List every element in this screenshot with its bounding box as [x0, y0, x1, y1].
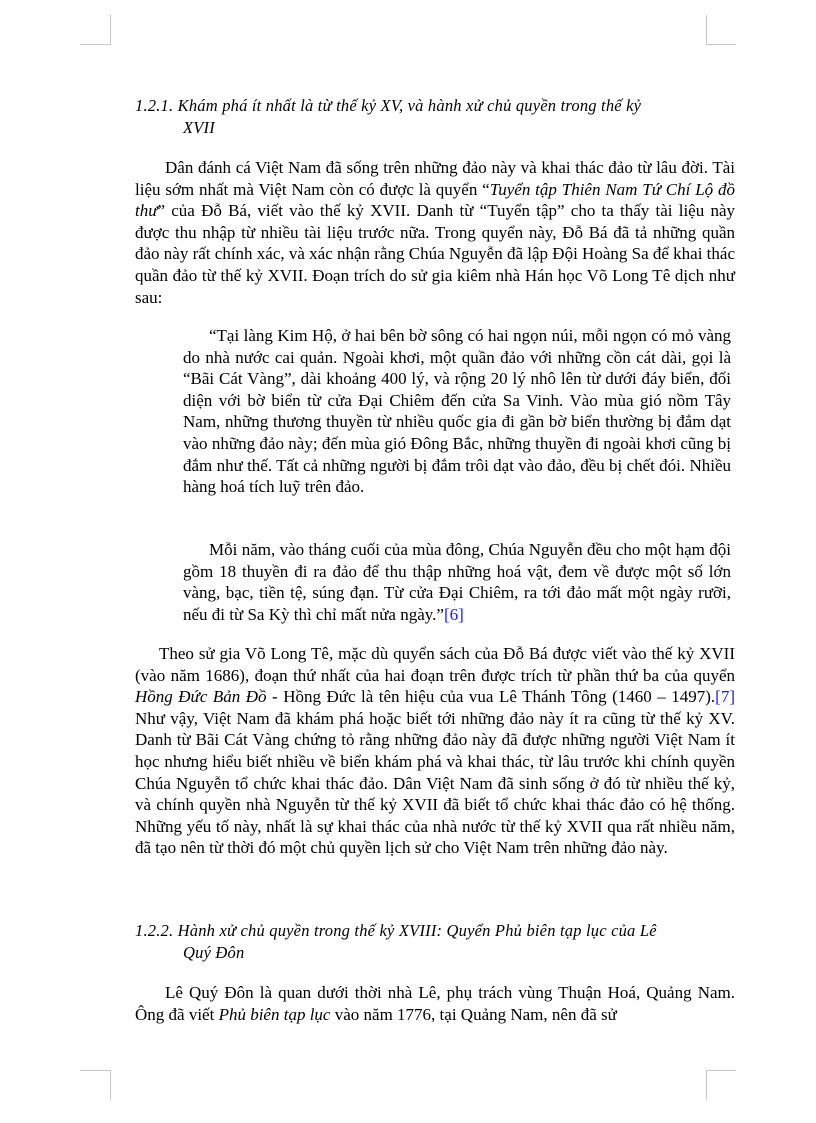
- paragraph-text: Dân đánh cá Việt Nam đã sống trên những đảo này và khai thác đảo từ lâu đời. Tài liệu sớm nhất mà Việt Nam còn có được là quyển “: [135, 158, 735, 199]
- paragraph-text: vào năm 1776, tại Quảng Nam, nên đã sử: [330, 1004, 617, 1024]
- section-title-line2: Quý Đôn: [183, 943, 245, 962]
- crop-mark-bottom-right: [706, 1070, 707, 1100]
- book-title: Phủ biên tạp lục: [218, 1004, 331, 1024]
- section-heading-1-2-2: [135, 920, 735, 964]
- book-title: Hồng Đức Bản Đồ: [135, 687, 267, 707]
- crop-mark-bottom-right: [706, 1070, 736, 1071]
- paragraph-1: [135, 157, 735, 308]
- crop-mark-top-right: [706, 44, 736, 45]
- section-title-line1: Hành xử chủ quyền trong thế kỷ XVIII: Quyển Phủ biên tạp lục của Lê: [177, 921, 657, 940]
- section-number: 1.2.1.: [135, 96, 174, 115]
- paragraph-text: Lê Quý Đôn là quan dưới thời nhà Lê, phụ trách vùng Thuận Hoá, Quảng Nam. Ông đã viết: [135, 983, 735, 1024]
- quote-text: “Tại làng Kim Hộ, ở hai bên bờ sông có hai ngọn núi, mỗi ngọn có mỏ vàng do nhà nước cai quản. Ngoài khơi, một quần đảo với những cồn cát dài, gọi là “Bãi Cát Vàng”, dài khoảng 400 lý, và rộng 20 lý nhô lên từ dưới đáy biển, đối diện với bờ biển từ cửa Đại Chiêm đến cửa Sa Vinh. Vào mùa gió nồm Tây Nam, những thương thuyền từ nhiều quốc gia đi gần bờ biển thường bị đắm dạt vào những đảo này; đến mùa gió Đông Bắc, những thuyền đi ngoài khơi cũng bị đắm như thế. Tất cả những người bị đắm trôi dạt vào đảo, đều bị chết đói. Nhiều hàng hoá tích luỹ trên đảo.: [183, 326, 731, 497]
- crop-mark-bottom-left: [110, 1070, 111, 1100]
- crop-mark-bottom-left: [80, 1070, 110, 1071]
- paragraph-text: Theo sử gia Võ Long Tê, mặc dù quyển sách của Đỗ Bá được viết vào thế kỷ XVII (vào năm 1686), đoạn thứ nhất của hai đoạn trên được trích từ phần thứ ba của quyển: [135, 644, 735, 685]
- footnote-link-7[interactable]: [7]: [715, 687, 735, 707]
- section-number: 1.2.2.: [135, 921, 174, 940]
- crop-mark-top-left: [110, 15, 111, 45]
- quote-paragraph-2: [183, 539, 731, 625]
- section-title-line1: Khám phá ít nhất là từ thế kỷ XV, và hành xử chủ quyền trong thế kỷ: [177, 96, 642, 115]
- book-title: Tuyển tập Thiên Nam Tứ Chí Lộ đồ thư: [135, 179, 735, 221]
- paragraph-text: ” của Đỗ Bá, viết vào thế kỷ XVII. Danh từ “Tuyển tập” cho ta thấy tài liệu này được thu nhập từ nhiều tài liệu trước nữa. Trong quyển này, Đỗ Bá đã tả những quần đảo này rất chính xác, và xác nhận rằng Chúa Nguyễn đã lập Đội Hoàng Sa để khai thác quần đảo từ thế kỷ XVII. Đoạn trích do sử gia kiêm nhà Hán học Võ Long Tê dịch như sau:: [135, 201, 735, 307]
- section-title-line2: XVII: [183, 118, 215, 137]
- crop-mark-top-right: [706, 15, 707, 45]
- paragraph-text: - Hồng Đức là tên hiệu của vua Lê Thánh Tông (1460 – 1497).: [266, 687, 716, 707]
- quote-text: Mỗi năm, vào tháng cuối của mùa đông, Chúa Nguyễn đều cho một hạm đội gồm 18 thuyền đi ra đảo để thu thập những hoá vật, đem về được một số lớn vàng, bạc, tiền tệ, súng đạn. Từ cửa Đại Chiêm, ra tới đảo mất một ngày rưỡi, nếu đi từ Sa Kỳ thì chỉ mất nửa ngày.”: [183, 540, 731, 624]
- paragraph-3: [135, 982, 735, 1025]
- section-heading-1-2-1: [135, 95, 735, 139]
- paragraph-2: [135, 643, 735, 859]
- crop-mark-top-left: [80, 44, 110, 45]
- footnote-link-6[interactable]: [6]: [443, 604, 464, 624]
- quote-paragraph-1: [183, 325, 731, 498]
- paragraph-text: Như vậy, Việt Nam đã khám phá hoặc biết tới những đảo này ít ra cũng từ thế kỷ XV. Danh từ Bãi Cát Vàng chứng tỏ rằng những đảo này đã được những người Việt Nam ít học nhưng hiểu biết nhiều về biển khám phá và khai thác, từ lâu trước khi chính quyền Chúa Nguyễn tổ chức khai thác đảo. Dân Việt Nam đã sinh sống ở đó từ nhiều thế kỷ, và chính quyền nhà Nguyễn từ thế kỷ XVII đã biết tổ chức khai thác đảo có hệ thống. Những yếu tố này, nhất là sự khai thác của nhà nước từ thế kỷ XVII qua rất nhiều năm, đã tạo nên từ thời đó một chủ quyền lịch sử cho Việt Nam trên những đảo này.: [135, 708, 735, 858]
